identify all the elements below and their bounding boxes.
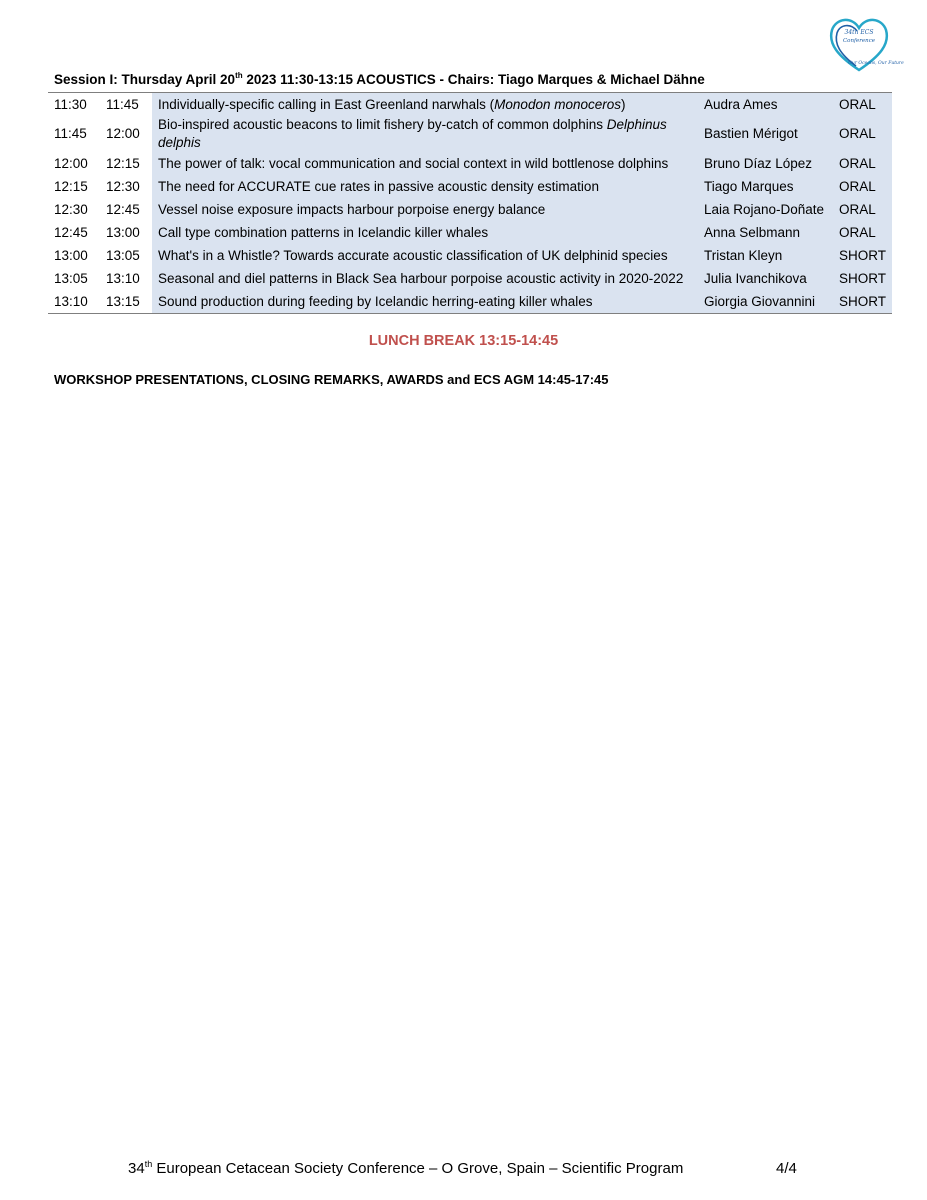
- end-time: 12:15: [106, 155, 140, 171]
- svg-text:Our Oceans, Our Future: Our Oceans, Our Future: [848, 61, 904, 66]
- talk-title-text: Sound production during feeding by Icelandic herring-eating killer whales: [158, 293, 593, 309]
- presentation-type: ORAL: [833, 221, 892, 244]
- presentation-type: SHORT: [833, 244, 892, 267]
- speaker-name: Bastien Mérigot: [698, 116, 833, 152]
- talk-title: [152, 290, 698, 314]
- table-row: [48, 93, 892, 117]
- footer-sup: th: [144, 1159, 153, 1169]
- talk-title: [152, 175, 698, 198]
- svg-text:Conference: Conference: [842, 38, 876, 44]
- footer-suffix: European Cetacean Society Conference – O Grove, Spain – Scientific Program: [152, 1160, 684, 1177]
- talk-title: [152, 221, 698, 244]
- heart-logo-icon: [826, 12, 904, 76]
- end-time: 11:45: [106, 96, 139, 112]
- table-row: [48, 198, 892, 221]
- page-footer: [128, 1160, 683, 1177]
- presentation-type: ORAL: [833, 198, 892, 221]
- speaker-name: Audra Ames: [698, 93, 833, 117]
- talk-title-text: Seasonal and diel patterns in Black Sea harbour porpoise acoustic activity in 2020-2022: [158, 270, 684, 286]
- speaker-name: Laia Rojano-Doñate: [698, 198, 833, 221]
- end-time: 13:05: [106, 247, 140, 263]
- talk-title-species: Monodon monoceros: [494, 96, 621, 112]
- talk-title-text: Call type combination patterns in Icelandic killer whales: [158, 224, 489, 240]
- speaker-name: Tristan Kleyn: [698, 244, 833, 267]
- start-time: 11:30: [54, 96, 87, 112]
- talk-title-text: The power of talk: vocal communication and social context in wild bottlenose dolphins: [158, 155, 669, 171]
- lunch-break: LUNCH BREAK 13:15-14:45: [368, 333, 559, 349]
- presentation-type: ORAL: [833, 152, 892, 175]
- end-time: 13:15: [106, 293, 140, 309]
- page-number: 4/4: [776, 1160, 797, 1177]
- speaker-name: Tiago Marques: [698, 175, 833, 198]
- conference-logo: [826, 12, 904, 76]
- talk-title-text: The need for ACCURATE cue rates in passive acoustic density estimation: [158, 178, 599, 194]
- workshop-line: WORKSHOP PRESENTATIONS, CLOSING REMARKS, AWARDS and ECS AGM 14:45-17:45: [54, 372, 609, 387]
- start-time: 13:05: [54, 270, 88, 286]
- talk-title-text: Vessel noise exposure impacts harbour porpoise energy balance: [158, 201, 546, 217]
- speaker-name: Julia Ivanchikova: [698, 267, 833, 290]
- session-header-prefix: Session I: Thursday April 20: [54, 72, 236, 87]
- start-time: 12:15: [54, 178, 88, 194]
- presentation-type: ORAL: [833, 175, 892, 198]
- talk-title-after: ): [621, 96, 626, 112]
- talk-title-text: Individually-specific calling in East Greenland narwhals (: [158, 96, 495, 112]
- table-row: [48, 221, 892, 244]
- end-time: 13:00: [106, 224, 140, 240]
- talk-title: [152, 198, 698, 221]
- talk-title-text: Bio-inspired acoustic beacons to limit fishery by-catch of common dolphins: [158, 117, 607, 132]
- table-row: [48, 152, 892, 175]
- table-row: [48, 175, 892, 198]
- presentation-type: ORAL: [833, 116, 892, 152]
- start-time: 11:45: [54, 126, 87, 141]
- table-row: [48, 116, 892, 152]
- session-header: [54, 72, 894, 87]
- talk-title-species: Delphinus delphis: [158, 117, 667, 150]
- speaker-name: Bruno Díaz López: [698, 152, 833, 175]
- footer-prefix: 34: [128, 1160, 145, 1177]
- presentation-type: SHORT: [833, 290, 892, 314]
- session-header-sup: th: [235, 71, 243, 80]
- start-time: 12:30: [54, 201, 88, 217]
- end-time: 12:45: [106, 201, 140, 217]
- talk-title: [152, 267, 698, 290]
- program-table: [48, 92, 892, 314]
- table-row: [48, 267, 892, 290]
- end-time: 12:00: [106, 126, 140, 141]
- start-time: 13:00: [54, 247, 88, 263]
- svg-text:34th ECS: 34th ECS: [844, 29, 874, 36]
- start-time: 13:10: [54, 293, 88, 309]
- talk-title-text: What's in a Whistle? Towards accurate acoustic classification of UK delphinid species: [158, 247, 668, 263]
- talk-title: [152, 93, 698, 117]
- presentation-type: ORAL: [833, 93, 892, 117]
- speaker-name: Anna Selbmann: [698, 221, 833, 244]
- presentation-type: SHORT: [833, 267, 892, 290]
- talk-title: [152, 116, 698, 152]
- speaker-name: Giorgia Giovannini: [698, 290, 833, 314]
- start-time: 12:00: [54, 155, 88, 171]
- end-time: 13:10: [106, 270, 140, 286]
- talk-title: [152, 244, 698, 267]
- start-time: 12:45: [54, 224, 88, 240]
- end-time: 12:30: [106, 178, 140, 194]
- table-row: [48, 244, 892, 267]
- table-row: [48, 290, 892, 314]
- session-header-suffix: 2023 11:30-13:15 ACOUSTICS - Chairs: Tiago Marques & Michael Dähne: [242, 72, 705, 87]
- talk-title: [152, 152, 698, 175]
